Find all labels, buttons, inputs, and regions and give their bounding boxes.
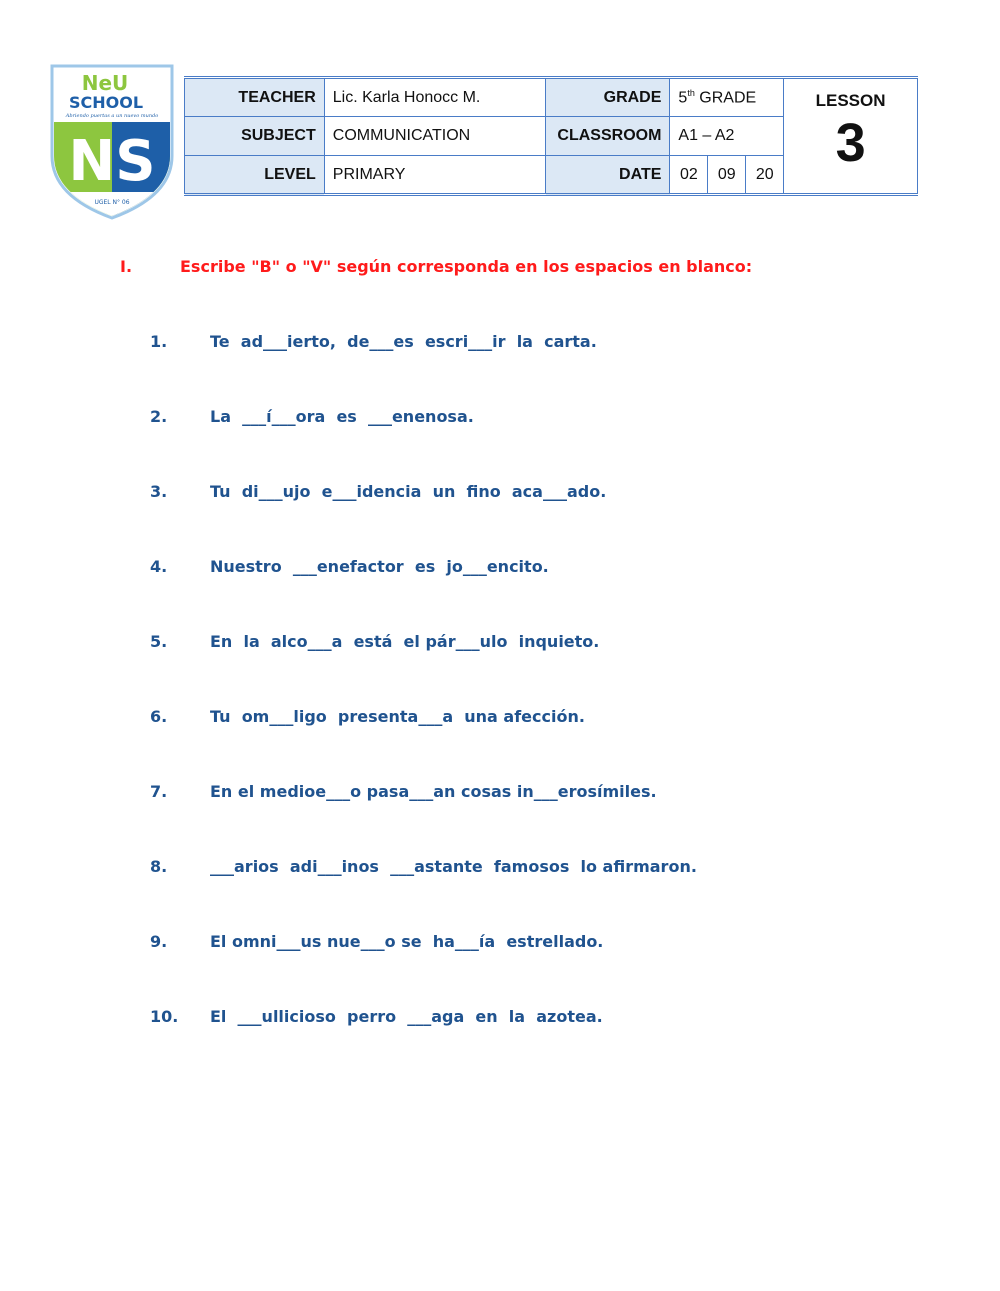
subject-label: SUBJECT xyxy=(185,117,325,156)
level-value: PRIMARY xyxy=(324,156,546,195)
date-month: 09 xyxy=(708,156,746,195)
instruction-text: Escribe "B" o "V" según corresponda en los espacios en blanco: xyxy=(180,257,753,276)
date-day: 02 xyxy=(670,156,708,195)
exercise-item xyxy=(150,782,950,857)
exercise-item xyxy=(150,482,950,557)
classroom-value: A1 – A2 xyxy=(670,117,784,156)
logo-brand-bottom: SCHOOL xyxy=(68,93,144,112)
exercise-number: 10. xyxy=(150,1007,179,1026)
exercise-number: 4. xyxy=(150,557,168,576)
logo-ugel: UGEL N° 06 xyxy=(94,199,130,206)
exercise-number: 7. xyxy=(150,782,168,801)
exercise-list xyxy=(150,332,950,1082)
exercise-item xyxy=(150,632,950,707)
exercise-number: 3. xyxy=(150,482,168,501)
exercise-sentence: En el medioe___o pasa___an cosas in___erosímiles. xyxy=(210,782,657,801)
lesson-box xyxy=(784,78,918,195)
exercise-sentence: Tu om___ligo presenta___a una afección. xyxy=(210,707,585,726)
exercise-sentence: El ___ullicioso perro ___aga en la azotea. xyxy=(210,1007,603,1026)
exercise-number: 2. xyxy=(150,407,168,426)
grade-number: 5 xyxy=(678,89,688,107)
exercise-number: 8. xyxy=(150,857,168,876)
exercise-item xyxy=(150,857,950,932)
lesson-label: LESSON xyxy=(815,91,886,110)
exercise-sentence: Tu di___ujo e___idencia un fino aca___ado. xyxy=(210,482,607,501)
logo-brand-top: NeU xyxy=(81,71,129,95)
instruction-number: I. xyxy=(120,257,133,276)
exercise-number: 6. xyxy=(150,707,168,726)
exercise-sentence: ___arios adi___inos ___astante famosos lo afirmaron. xyxy=(210,857,697,876)
exercise-number: 1. xyxy=(150,332,168,351)
teacher-label: TEACHER xyxy=(185,78,325,117)
date-year: 20 xyxy=(746,156,784,195)
level-label: LEVEL xyxy=(185,156,325,195)
logo-monogram: NS xyxy=(68,129,156,194)
logo-tagline: Abriendo puertas a un nuevo mundo xyxy=(65,113,159,119)
exercise-item xyxy=(150,707,950,782)
exercise-sentence: Nuestro ___enefactor es jo___encito. xyxy=(210,557,549,576)
exercise-number: 5. xyxy=(150,632,168,651)
exercise-sentence: La ___í___ora es ___enenosa. xyxy=(210,407,474,426)
lesson-info-table xyxy=(184,76,918,196)
subject-value: COMMUNICATION xyxy=(324,117,546,156)
grade-suffix: th xyxy=(687,87,695,98)
grade-value xyxy=(670,78,784,117)
exercise-number: 9. xyxy=(150,932,168,951)
date-label: DATE xyxy=(546,156,670,195)
exercise-item xyxy=(150,932,950,1007)
exercise-item xyxy=(150,332,950,407)
teacher-value: Lic. Karla Honocc M. xyxy=(324,78,546,117)
exercise-sentence: En la alco___a está el pár___ulo inquieto. xyxy=(210,632,600,651)
exercise-item xyxy=(150,1007,950,1082)
grade-text: GRADE xyxy=(694,89,757,107)
lesson-number: 3 xyxy=(835,113,866,173)
classroom-label: CLASSROOM xyxy=(546,117,670,156)
school-logo xyxy=(50,64,174,220)
exercise-item xyxy=(150,557,950,632)
exercise-item xyxy=(150,407,950,482)
exercise-sentence: El omni___us nue___o se ha___ía estrellado. xyxy=(210,932,604,951)
grade-label: GRADE xyxy=(546,78,670,117)
instruction-heading xyxy=(120,257,752,276)
exercise-sentence: Te ad___ierto, de___es escri___ir la carta. xyxy=(210,332,597,351)
